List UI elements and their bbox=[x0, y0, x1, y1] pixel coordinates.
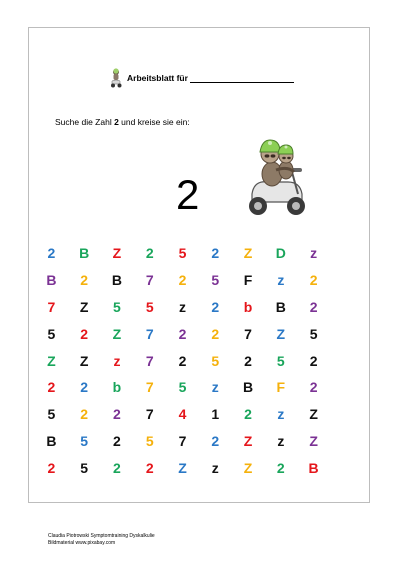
grid-cell[interactable]: 2 bbox=[47, 379, 56, 396]
grid-cell[interactable]: 1 bbox=[211, 406, 220, 423]
grid-cell[interactable]: 5 bbox=[178, 379, 187, 396]
instruction-number: 2 bbox=[114, 117, 119, 127]
grid-cell[interactable]: 2 bbox=[309, 298, 318, 315]
grid-cell[interactable]: 2 bbox=[276, 459, 285, 476]
grid-cell[interactable]: Z bbox=[243, 459, 253, 476]
instruction-text bbox=[55, 117, 190, 127]
grid-cell[interactable]: Z bbox=[243, 432, 253, 449]
grid-cell[interactable]: F bbox=[276, 379, 286, 396]
grid-cell[interactable]: 2 bbox=[211, 432, 220, 449]
worksheet-header bbox=[109, 66, 294, 90]
grid-cell[interactable]: z bbox=[178, 298, 186, 315]
grid-cell[interactable]: 7 bbox=[145, 272, 154, 289]
instruction-after: und kreise sie ein: bbox=[118, 117, 190, 127]
grid-cell[interactable]: B bbox=[111, 272, 122, 289]
scooter-rider-icon bbox=[109, 68, 123, 88]
grid-cell[interactable]: z bbox=[310, 245, 318, 262]
grid-cell[interactable]: 5 bbox=[211, 272, 220, 289]
grid-cell[interactable]: B bbox=[79, 245, 90, 262]
grid-cell[interactable]: 2 bbox=[113, 459, 121, 476]
grid-cell[interactable]: z bbox=[277, 272, 285, 289]
grid-cell[interactable]: 2 bbox=[211, 298, 220, 315]
grid-cell[interactable]: Z bbox=[309, 406, 318, 423]
grid-cell[interactable]: 5 bbox=[145, 432, 154, 449]
grid-cell[interactable]: b bbox=[112, 379, 122, 396]
grid-cell[interactable]: Z bbox=[309, 432, 318, 449]
footer-credits bbox=[48, 533, 155, 548]
grid-cell[interactable]: 5 bbox=[80, 432, 89, 449]
grid-cell[interactable]: Z bbox=[112, 245, 122, 262]
grid-cell[interactable]: z bbox=[277, 432, 285, 449]
instruction-before: Suche die Zahl bbox=[55, 117, 115, 127]
grid-cell[interactable]: z bbox=[277, 406, 285, 423]
grid-cell[interactable]: 5 bbox=[80, 459, 89, 476]
grid-cell[interactable]: 7 bbox=[178, 432, 187, 449]
grid-cell[interactable]: 2 bbox=[80, 406, 89, 423]
grid-cell[interactable]: 2 bbox=[178, 325, 187, 342]
grid-cell[interactable]: 2 bbox=[80, 379, 89, 396]
grid-cell[interactable]: 2 bbox=[309, 352, 318, 369]
grid-cell[interactable]: b bbox=[243, 298, 253, 315]
grid-cell[interactable]: Z bbox=[243, 245, 253, 262]
grid-cell[interactable]: Z bbox=[178, 459, 187, 476]
grid-cell[interactable]: 7 bbox=[47, 298, 56, 315]
footer-author: Claudia Piotrowski Symptomtraining Dyskalkulie bbox=[48, 533, 155, 539]
scooter-sloth-icon bbox=[242, 132, 308, 220]
grid-cell[interactable]: 2 bbox=[47, 245, 56, 262]
grid-cell[interactable]: B bbox=[242, 379, 254, 396]
target-number: 2 bbox=[176, 171, 200, 218]
grid-cell[interactable]: z bbox=[113, 352, 121, 369]
grid-cell[interactable]: 5 bbox=[178, 245, 187, 262]
grid-cell[interactable]: Z bbox=[79, 298, 89, 315]
grid-cell[interactable]: Z bbox=[276, 325, 286, 342]
grid-cell[interactable]: 5 bbox=[309, 325, 318, 342]
grid-cell[interactable]: 2 bbox=[145, 459, 154, 476]
grid-cell[interactable]: Z bbox=[112, 325, 122, 342]
grid-cell[interactable]: 5 bbox=[47, 406, 56, 423]
grid-cell[interactable]: 5 bbox=[145, 298, 154, 315]
grid-cell[interactable]: 7 bbox=[145, 379, 154, 396]
worksheet-title: Arbeitsblatt für bbox=[127, 73, 188, 83]
grid-cell[interactable]: 2 bbox=[113, 432, 121, 449]
grid-cell[interactable]: 2 bbox=[80, 272, 89, 289]
grid-cell[interactable]: 7 bbox=[244, 325, 252, 342]
grid-cell[interactable]: 2 bbox=[178, 352, 187, 369]
grid-cell[interactable]: 4 bbox=[178, 406, 187, 423]
grid-cell[interactable]: B bbox=[275, 298, 286, 315]
grid-cell[interactable]: 2 bbox=[211, 325, 220, 342]
grid-cell[interactable]: B bbox=[46, 432, 57, 449]
grid-cell[interactable]: 7 bbox=[145, 325, 154, 342]
grid-cell[interactable]: 2 bbox=[145, 245, 154, 262]
grid-cell[interactable]: 2 bbox=[309, 379, 318, 396]
grid-cell[interactable]: 2 bbox=[80, 325, 89, 342]
grid-cell[interactable]: 2 bbox=[309, 272, 318, 289]
grid-cell[interactable]: z bbox=[211, 459, 219, 476]
grid-cell[interactable]: 5 bbox=[276, 352, 285, 369]
grid-cell[interactable]: 2 bbox=[178, 272, 187, 289]
name-blank-line bbox=[190, 73, 294, 83]
grid-cell[interactable]: z bbox=[211, 379, 219, 396]
grid-cell[interactable]: D bbox=[275, 245, 286, 262]
grid-cell[interactable]: 5 bbox=[47, 325, 56, 342]
grid-cell[interactable]: B bbox=[308, 459, 319, 476]
grid-cell[interactable]: 5 bbox=[113, 298, 121, 315]
grid-cell[interactable]: 5 bbox=[211, 352, 220, 369]
grid-cell[interactable]: 2 bbox=[244, 352, 252, 369]
footer-image-source: Bildmaterial www.pixabay.com bbox=[48, 540, 116, 547]
grid-cell[interactable]: 2 bbox=[211, 245, 220, 262]
grid-cell[interactable]: B bbox=[46, 272, 57, 289]
grid-cell[interactable]: 7 bbox=[145, 406, 154, 423]
grid-cell[interactable]: 2 bbox=[47, 459, 56, 476]
letter-number-grid bbox=[35, 240, 330, 481]
grid-cell[interactable]: 2 bbox=[113, 406, 121, 423]
grid-cell[interactable]: 7 bbox=[145, 352, 154, 369]
grid-cell[interactable]: Z bbox=[79, 352, 89, 369]
grid-cell[interactable]: Z bbox=[47, 352, 56, 369]
grid-cell[interactable]: 2 bbox=[244, 406, 252, 423]
grid-cell[interactable]: F bbox=[243, 272, 253, 289]
